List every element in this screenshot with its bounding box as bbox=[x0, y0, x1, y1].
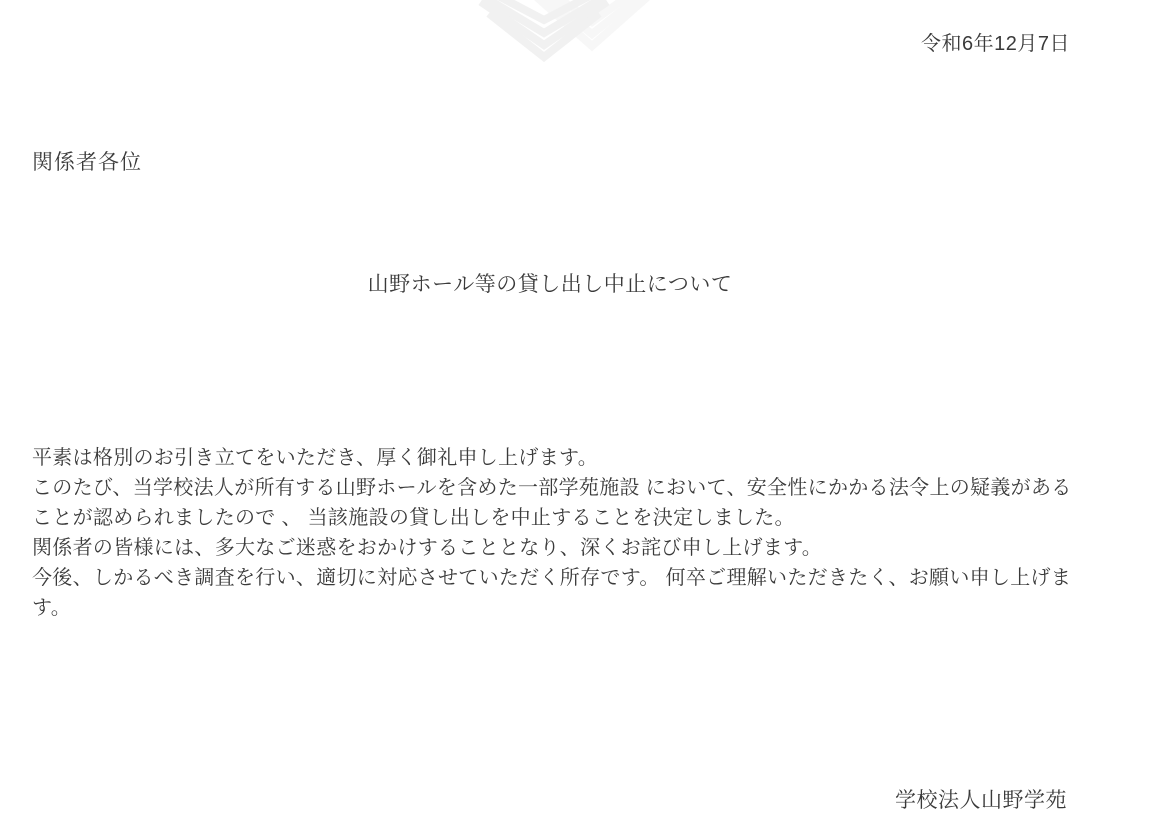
body-line: このたび、当学校法人が所有する山野ホールを含めた一部学苑施設 において、安全性にかかる法令上の疑義がある bbox=[32, 477, 1072, 499]
signature: 学校法人山野学苑 bbox=[895, 789, 1067, 812]
body-line: ことが認められましたので 、 当該施設の貸し出しを中止することを決定しました。 bbox=[32, 507, 795, 529]
chevron-watermark-icon bbox=[428, 0, 688, 62]
body-line: 平素は格別のお引き立てをいただき、厚く御礼申し上げます。 bbox=[32, 447, 598, 469]
body-line: す。 bbox=[32, 597, 71, 619]
document-title: 山野ホール等の貸し出し中止について bbox=[367, 273, 733, 296]
document-body bbox=[32, 443, 1112, 623]
body-line: 今後、しかるべき調査を行い、適切に対応させていただく所存です。 何卒ご理解いただきたく、お願い申し上げま bbox=[32, 567, 1072, 589]
document-date: 令和6年12月7日 bbox=[921, 33, 1070, 55]
body-line: 関係者の皆様には、多大なご迷惑をおかけすることとなり、深くお詫び申し上げます。 bbox=[32, 537, 823, 559]
recipient-line: 関係者各位 bbox=[32, 151, 142, 174]
